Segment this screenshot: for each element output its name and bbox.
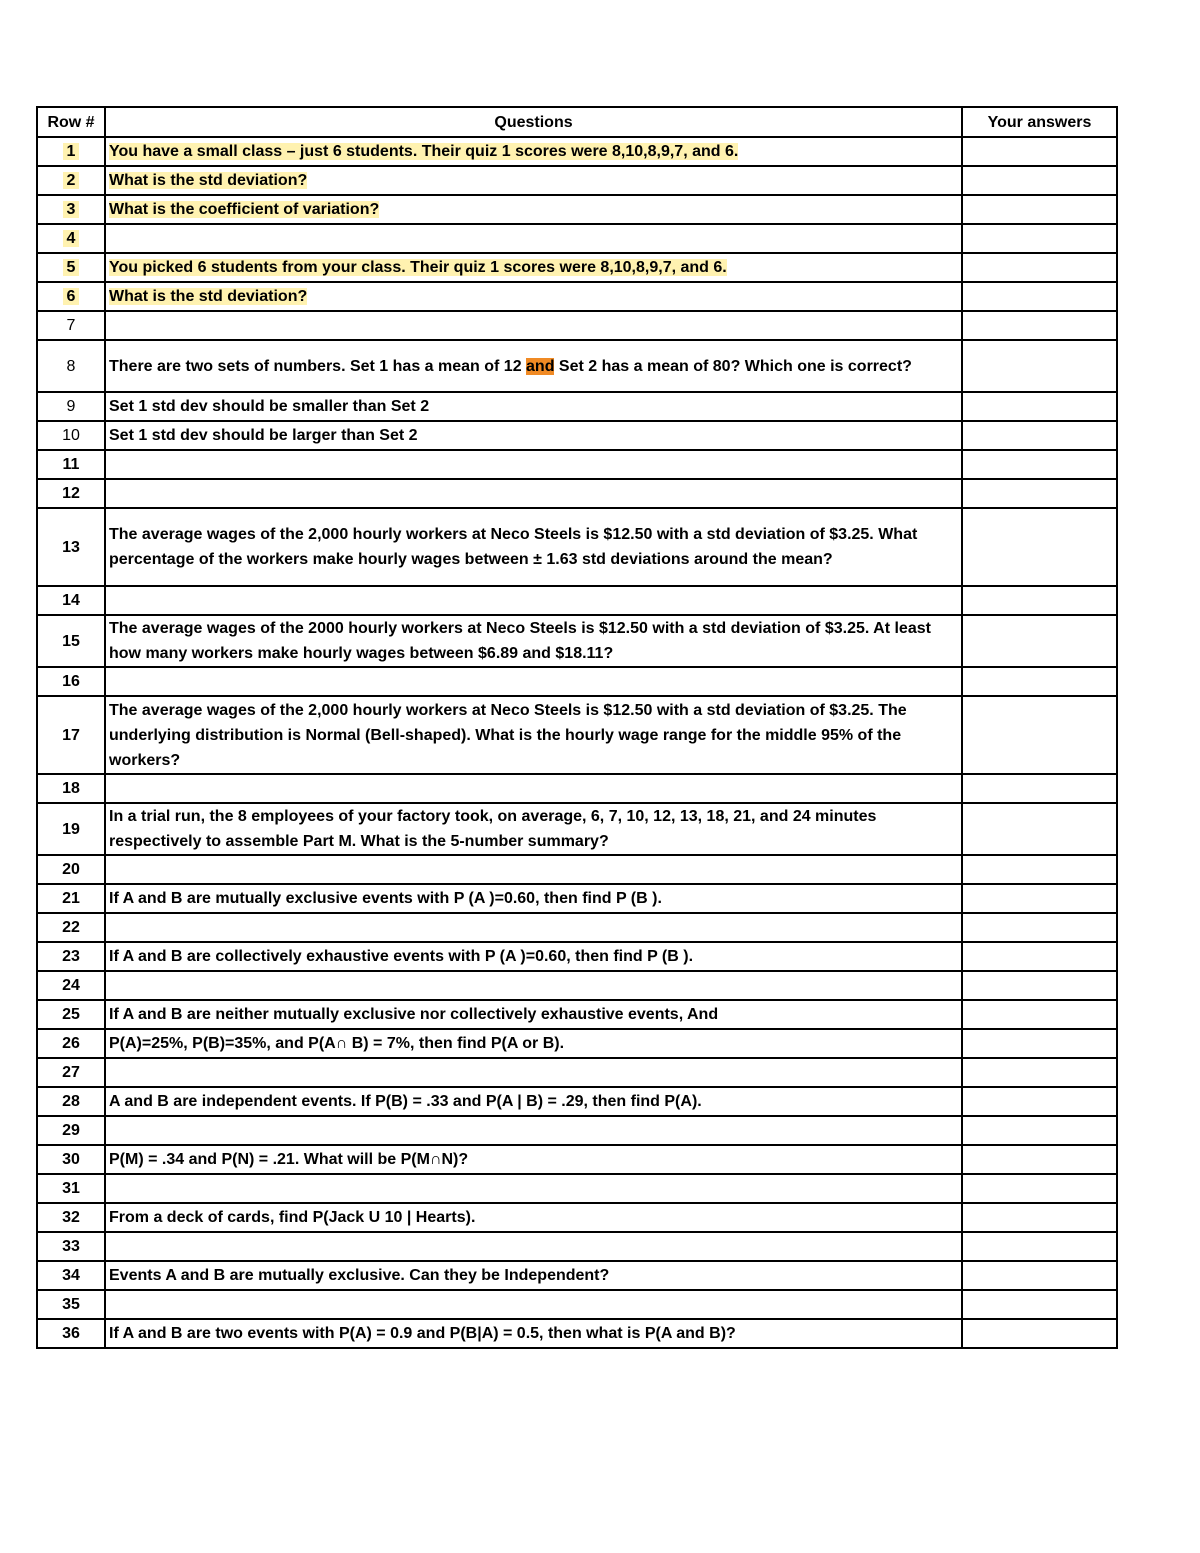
question-text: What is the coefficient of variation? — [109, 201, 380, 218]
answer-cell[interactable] — [962, 195, 1117, 224]
question-cell — [105, 1174, 962, 1203]
row-number-cell — [37, 696, 105, 774]
question-text: P(M) = .34 and P(N) = .21. What will be P(M∩N)? — [109, 1151, 469, 1168]
question-cell — [105, 282, 962, 311]
table-row — [37, 1058, 1117, 1087]
table-row — [37, 311, 1117, 340]
answer-cell[interactable] — [962, 1058, 1117, 1087]
answer-cell[interactable] — [962, 311, 1117, 340]
row-number-cell — [37, 1203, 105, 1232]
row-number-cell — [37, 195, 105, 224]
row-number: 34 — [62, 1267, 80, 1284]
answer-cell[interactable] — [962, 450, 1117, 479]
table-row — [37, 942, 1117, 971]
row-number: 26 — [62, 1035, 80, 1052]
table-row — [37, 1116, 1117, 1145]
row-number: 21 — [62, 890, 80, 907]
row-number-cell — [37, 615, 105, 667]
question-cell — [105, 340, 962, 392]
table-row — [37, 421, 1117, 450]
row-number: 32 — [62, 1209, 80, 1226]
table-row — [37, 1232, 1117, 1261]
table-row — [37, 1029, 1117, 1058]
header-your-answers: Your answers — [962, 107, 1117, 137]
table-row — [37, 971, 1117, 1000]
answer-cell[interactable] — [962, 1261, 1117, 1290]
question-text: Set 1 std dev should be smaller than Set 2 — [109, 398, 430, 415]
question-cell — [105, 1087, 962, 1116]
answer-cell[interactable] — [962, 971, 1117, 1000]
row-number: 30 — [62, 1151, 80, 1168]
question-cell — [105, 311, 962, 340]
row-number: 4 — [63, 230, 80, 247]
table-row — [37, 137, 1117, 166]
answer-cell[interactable] — [962, 667, 1117, 696]
question-text: P(A)=25%, P(B)=35%, and P(A∩ B) = 7%, then find P(A or B). — [109, 1035, 565, 1052]
row-number-cell — [37, 1116, 105, 1145]
question-text: Set 1 std dev should be larger than Set 2 — [109, 427, 418, 444]
row-number-cell — [37, 282, 105, 311]
table-row — [37, 696, 1117, 774]
row-number-cell — [37, 1319, 105, 1348]
answer-cell[interactable] — [962, 137, 1117, 166]
header-row-number: Row # — [37, 107, 105, 137]
question-cell — [105, 913, 962, 942]
answer-cell[interactable] — [962, 253, 1117, 282]
question-text: From a deck of cards, find P(Jack U 10 | Hearts). — [109, 1209, 476, 1226]
row-number-cell — [37, 392, 105, 421]
answer-cell[interactable] — [962, 421, 1117, 450]
answer-cell[interactable] — [962, 615, 1117, 667]
row-number: 24 — [62, 977, 80, 994]
row-number: 20 — [62, 861, 80, 878]
question-cell — [105, 195, 962, 224]
question-cell — [105, 479, 962, 508]
question-text: You picked 6 students from your class. Their quiz 1 scores were 8,10,8,9,7, and 6. — [109, 259, 727, 276]
question-cell — [105, 166, 962, 195]
row-number-cell — [37, 586, 105, 615]
row-number-cell — [37, 1232, 105, 1261]
answer-cell[interactable] — [962, 1203, 1117, 1232]
row-number-cell — [37, 1058, 105, 1087]
answer-cell[interactable] — [962, 1087, 1117, 1116]
question-text: A and B are independent events. If P(B) = .33 and P(A | B) = .29, then find P(A). — [109, 1093, 702, 1110]
table-row — [37, 615, 1117, 667]
answer-cell[interactable] — [962, 479, 1117, 508]
row-number: 33 — [62, 1238, 80, 1255]
question-cell — [105, 1029, 962, 1058]
row-number: 6 — [63, 288, 80, 305]
question-text: What is the std deviation? — [109, 172, 308, 189]
question-cell — [105, 253, 962, 282]
question-cell — [105, 774, 962, 803]
row-number: 28 — [62, 1093, 80, 1110]
question-cell — [105, 884, 962, 913]
question-cell — [105, 1145, 962, 1174]
question-cell — [105, 971, 962, 1000]
table-row — [37, 1319, 1117, 1348]
answer-cell[interactable] — [962, 942, 1117, 971]
question-cell — [105, 696, 962, 774]
row-number: 2 — [63, 172, 80, 189]
row-number: 13 — [62, 538, 80, 556]
row-number: 23 — [62, 948, 80, 965]
question-cell — [105, 667, 962, 696]
question-text: What is the std deviation? — [109, 288, 308, 305]
row-number: 36 — [62, 1325, 80, 1342]
row-number: 18 — [62, 780, 80, 797]
row-number-cell — [37, 1290, 105, 1319]
row-number: 5 — [63, 259, 80, 276]
highlighted-word: and — [526, 357, 555, 375]
row-number-cell — [37, 1000, 105, 1029]
table-row — [37, 224, 1117, 253]
row-number-cell — [37, 311, 105, 340]
table-row — [37, 166, 1117, 195]
row-number: 3 — [63, 201, 80, 218]
table-row — [37, 1000, 1117, 1029]
question-text: If A and B are collectively exhaustive events with P (A )=0.60, then find P (B ). — [109, 948, 694, 965]
row-number: 10 — [62, 427, 80, 444]
table-body — [37, 137, 1117, 1348]
row-number-cell — [37, 224, 105, 253]
header-questions: Questions — [105, 107, 962, 137]
header-row — [37, 107, 1117, 137]
table-row — [37, 282, 1117, 311]
question-text: The average wages of the 2000 hourly workers at Neco Steels is $12.50 with a std deviation of $3.25. At least how many workers make hourly wages between $6.89 and $18.11? — [109, 620, 931, 662]
table-row — [37, 340, 1117, 392]
row-number: 12 — [62, 485, 80, 502]
question-text: In a trial run, the 8 employees of your factory took, on average, 6, 7, 10, 12, 13, 18, 21, and 24 minutes respectively to assemble Part M. What is the 5-number summary? — [109, 808, 877, 850]
row-number-cell — [37, 942, 105, 971]
row-number: 14 — [62, 592, 80, 609]
question-text: Events A and B are mutually exclusive. Can they be Independent? — [109, 1267, 610, 1284]
question-cell — [105, 450, 962, 479]
row-number-cell — [37, 450, 105, 479]
row-number-cell — [37, 421, 105, 450]
table-row — [37, 1261, 1117, 1290]
answer-cell[interactable] — [962, 1319, 1117, 1348]
question-cell — [105, 1232, 962, 1261]
answer-cell[interactable] — [962, 1145, 1117, 1174]
answer-cell[interactable] — [962, 340, 1117, 392]
row-number: 1 — [63, 143, 80, 160]
question-text: The average wages of the 2,000 hourly workers at Neco Steels is $12.50 with a std deviation of $3.25. The underlying distribution is Normal (Bell-shaped). What is the hourly wage range for the middle 95% of the workers? — [109, 701, 907, 769]
table-row — [37, 450, 1117, 479]
question-text-part: There are two sets of numbers. Set 1 has a mean of 12 — [109, 357, 527, 375]
row-number-cell — [37, 508, 105, 586]
question-text: You have a small class – just 6 students. Their quiz 1 scores were 8,10,8,9,7, and 6. — [109, 143, 739, 160]
row-number: 17 — [62, 726, 80, 744]
answer-cell[interactable] — [962, 696, 1117, 774]
row-number-cell — [37, 1261, 105, 1290]
row-number: 19 — [62, 820, 80, 838]
table-row — [37, 803, 1117, 855]
answer-cell[interactable] — [962, 1116, 1117, 1145]
row-number-cell — [37, 166, 105, 195]
row-number-cell — [37, 971, 105, 1000]
row-number-cell — [37, 803, 105, 855]
row-number-cell — [37, 913, 105, 942]
row-number: 29 — [62, 1122, 80, 1139]
table-row — [37, 774, 1117, 803]
row-number-cell — [37, 137, 105, 166]
table-row — [37, 1174, 1117, 1203]
answer-cell[interactable] — [962, 508, 1117, 586]
question-text: The average wages of the 2,000 hourly workers at Neco Steels is $12.50 with a std deviation of $3.25. What percentage of the workers make hourly wages between ± 1.63 std deviations around the mean? — [109, 526, 918, 568]
table-row — [37, 1087, 1117, 1116]
row-number-cell — [37, 774, 105, 803]
row-number-cell — [37, 340, 105, 392]
question-cell — [105, 855, 962, 884]
row-number: 22 — [62, 919, 80, 936]
row-number-cell — [37, 479, 105, 508]
row-number: 25 — [62, 1006, 80, 1023]
table-row — [37, 884, 1117, 913]
answer-cell[interactable] — [962, 392, 1117, 421]
question-cell — [105, 137, 962, 166]
row-number-cell — [37, 884, 105, 913]
question-cell — [105, 1319, 962, 1348]
answer-cell[interactable] — [962, 1000, 1117, 1029]
answer-cell[interactable] — [962, 166, 1117, 195]
answer-cell[interactable] — [962, 224, 1117, 253]
question-cell — [105, 1261, 962, 1290]
answer-cell[interactable] — [962, 1232, 1117, 1261]
table-row — [37, 1145, 1117, 1174]
table-row — [37, 1203, 1117, 1232]
answer-cell[interactable] — [962, 774, 1117, 803]
row-number: 31 — [62, 1180, 80, 1197]
question-cell — [105, 1058, 962, 1087]
row-number: 11 — [62, 456, 80, 473]
question-cell — [105, 615, 962, 667]
row-number: 35 — [62, 1296, 80, 1313]
row-number-cell — [37, 253, 105, 282]
question-text-part: Set 2 has a mean of 80? Which one is correct? — [554, 357, 912, 375]
answer-cell[interactable] — [962, 803, 1117, 855]
answer-cell[interactable] — [962, 282, 1117, 311]
question-cell — [105, 803, 962, 855]
row-number-cell — [37, 1087, 105, 1116]
row-number-cell — [37, 667, 105, 696]
question-cell — [105, 1116, 962, 1145]
row-number: 8 — [66, 357, 76, 375]
question-cell — [105, 1290, 962, 1319]
answer-cell[interactable] — [962, 884, 1117, 913]
answer-cell[interactable] — [962, 1290, 1117, 1319]
row-number: 16 — [62, 673, 80, 690]
row-number-cell — [37, 1145, 105, 1174]
answer-cell[interactable] — [962, 586, 1117, 615]
table-row — [37, 479, 1117, 508]
question-cell — [105, 942, 962, 971]
row-number-cell — [37, 1029, 105, 1058]
table-row — [37, 913, 1117, 942]
table-row — [37, 586, 1117, 615]
row-number-cell — [37, 1174, 105, 1203]
table-row — [37, 195, 1117, 224]
questions-sheet — [36, 106, 1116, 1349]
question-cell — [105, 508, 962, 586]
question-cell — [105, 224, 962, 253]
table-row — [37, 855, 1117, 884]
question-text: If A and B are neither mutually exclusive nor collectively exhaustive events, And — [109, 1006, 719, 1023]
answer-cell[interactable] — [962, 1029, 1117, 1058]
row-number: 27 — [62, 1064, 80, 1081]
question-cell — [105, 392, 962, 421]
question-cell — [105, 586, 962, 615]
answer-cell[interactable] — [962, 855, 1117, 884]
question-text: If A and B are two events with P(A) = 0.9 and P(B|A) = 0.5, then what is P(A and B)? — [109, 1325, 736, 1342]
question-text: If A and B are mutually exclusive events with P (A )=0.60, then find P (B ). — [109, 890, 662, 907]
question-cell — [105, 1203, 962, 1232]
answer-cell[interactable] — [962, 913, 1117, 942]
row-number: 7 — [66, 317, 76, 334]
table-row — [37, 508, 1117, 586]
row-number-cell — [37, 855, 105, 884]
answer-cell[interactable] — [962, 1174, 1117, 1203]
row-number: 9 — [66, 398, 76, 415]
table-row — [37, 392, 1117, 421]
question-cell — [105, 421, 962, 450]
questions-table — [36, 106, 1118, 1349]
table-row — [37, 253, 1117, 282]
question-cell — [105, 1000, 962, 1029]
table-row — [37, 667, 1117, 696]
row-number: 15 — [62, 632, 80, 650]
table-row — [37, 1290, 1117, 1319]
